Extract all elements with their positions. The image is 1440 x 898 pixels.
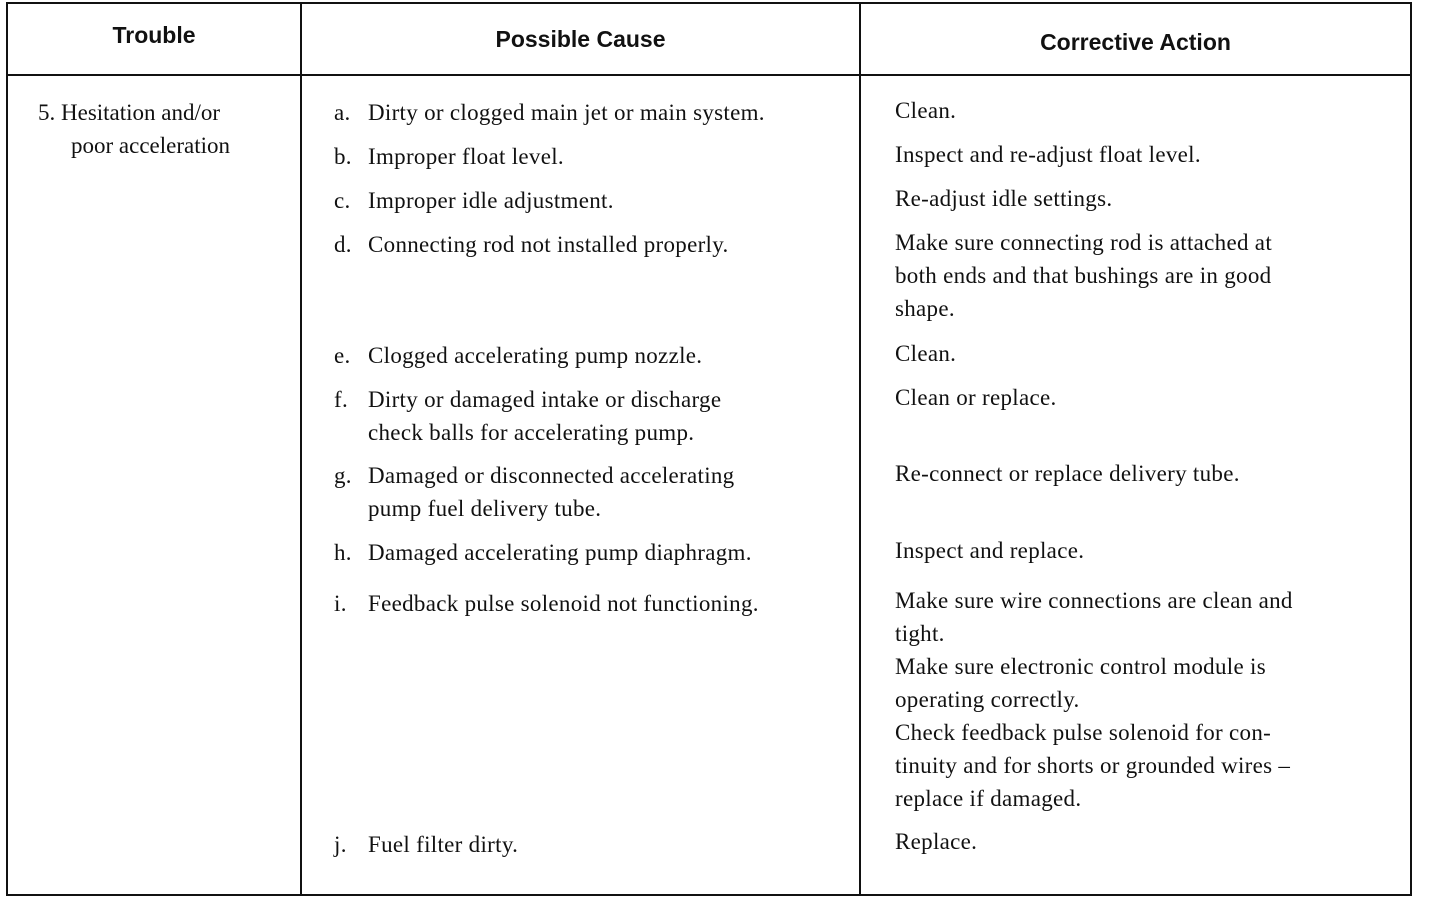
action-cell (895, 584, 1373, 815)
cause-letter: g. (334, 463, 352, 488)
action-text: Inspect and replace. (895, 538, 1085, 563)
cause-text: Clogged accelerating pump nozzle. (368, 343, 703, 368)
action-text: Re-connect or replace delivery tube. (895, 461, 1240, 486)
cause-text: Improper float level. (368, 144, 564, 169)
cause-text: Damaged accelerating pump diaphragm. (368, 540, 752, 565)
action-text: Re-adjust idle settings. (895, 186, 1113, 211)
action-text: Replace. (895, 829, 978, 854)
action-cell (895, 534, 1373, 567)
cause-letter: i. (334, 591, 347, 616)
header-possible-cause: Possible Cause (495, 26, 666, 52)
action-cell (895, 182, 1373, 215)
cause-text: Damaged or disconnected accelerating (368, 463, 735, 488)
action-text: tinuity and for shorts or grounded wires – (895, 753, 1291, 778)
action-text: Check feedback pulse solenoid for con- (895, 720, 1272, 745)
action-text: Inspect and re-adjust float level. (895, 142, 1201, 167)
cause-cell (334, 96, 832, 129)
cause-letter: d. (334, 232, 352, 257)
action-cell (895, 226, 1373, 325)
cause-letter: j. (334, 832, 347, 857)
cause-cell (334, 459, 832, 525)
action-text: both ends and that bushings are in good (895, 263, 1272, 288)
action-cell (895, 138, 1373, 171)
cause-text: Connecting rod not installed properly. (368, 232, 729, 257)
action-cell (895, 94, 1373, 127)
cause-letter: b. (334, 144, 352, 169)
trouble-line-2: poor acceleration (71, 133, 230, 158)
cause-cell (334, 228, 832, 261)
header-trouble: Trouble (112, 22, 196, 48)
action-text: Make sure connecting rod is attached at (895, 230, 1273, 255)
column-divider-1 (300, 2, 302, 896)
action-text: replace if damaged. (895, 786, 1082, 811)
header-divider (6, 74, 1412, 76)
action-text: operating correctly. (895, 687, 1080, 712)
trouble-line-1: 5. Hesitation and/or (38, 100, 221, 125)
action-cell (895, 825, 1373, 858)
action-text: Clean. (895, 341, 957, 366)
action-text: tight. (895, 621, 945, 646)
cause-text: Dirty or clogged main jet or main system. (368, 100, 765, 125)
action-cell (895, 457, 1373, 490)
cause-text: Fuel filter dirty. (368, 832, 519, 857)
action-cell (895, 337, 1373, 370)
cause-cell (334, 383, 832, 449)
action-text: Clean or replace. (895, 385, 1057, 410)
cause-letter: e. (334, 343, 351, 368)
cause-letter: c. (334, 188, 351, 213)
cause-cell (334, 339, 832, 372)
action-text: Make sure wire connections are clean and (895, 588, 1293, 613)
cause-letter: f. (334, 387, 349, 412)
cause-cell (334, 828, 832, 861)
cause-cell (334, 184, 832, 217)
cause-cell (334, 536, 832, 569)
header-corrective-action: Corrective Action (1040, 29, 1231, 55)
action-text: Clean. (895, 98, 957, 123)
cause-letter: h. (334, 540, 352, 565)
cause-text: check balls for accelerating pump. (368, 420, 695, 445)
trouble-cell (38, 96, 230, 162)
cause-cell (334, 587, 832, 620)
action-text: Make sure electronic control module is (895, 654, 1266, 679)
cause-text: pump fuel delivery tube. (368, 496, 602, 521)
action-cell (895, 381, 1373, 414)
action-text: shape. (895, 296, 955, 321)
cause-text: Dirty or damaged intake or discharge (368, 387, 722, 412)
cause-text: Feedback pulse solenoid not functioning. (368, 591, 759, 616)
column-divider-2 (859, 2, 861, 896)
cause-letter: a. (334, 100, 351, 125)
cause-text: Improper idle adjustment. (368, 188, 614, 213)
cause-cell (334, 140, 832, 173)
